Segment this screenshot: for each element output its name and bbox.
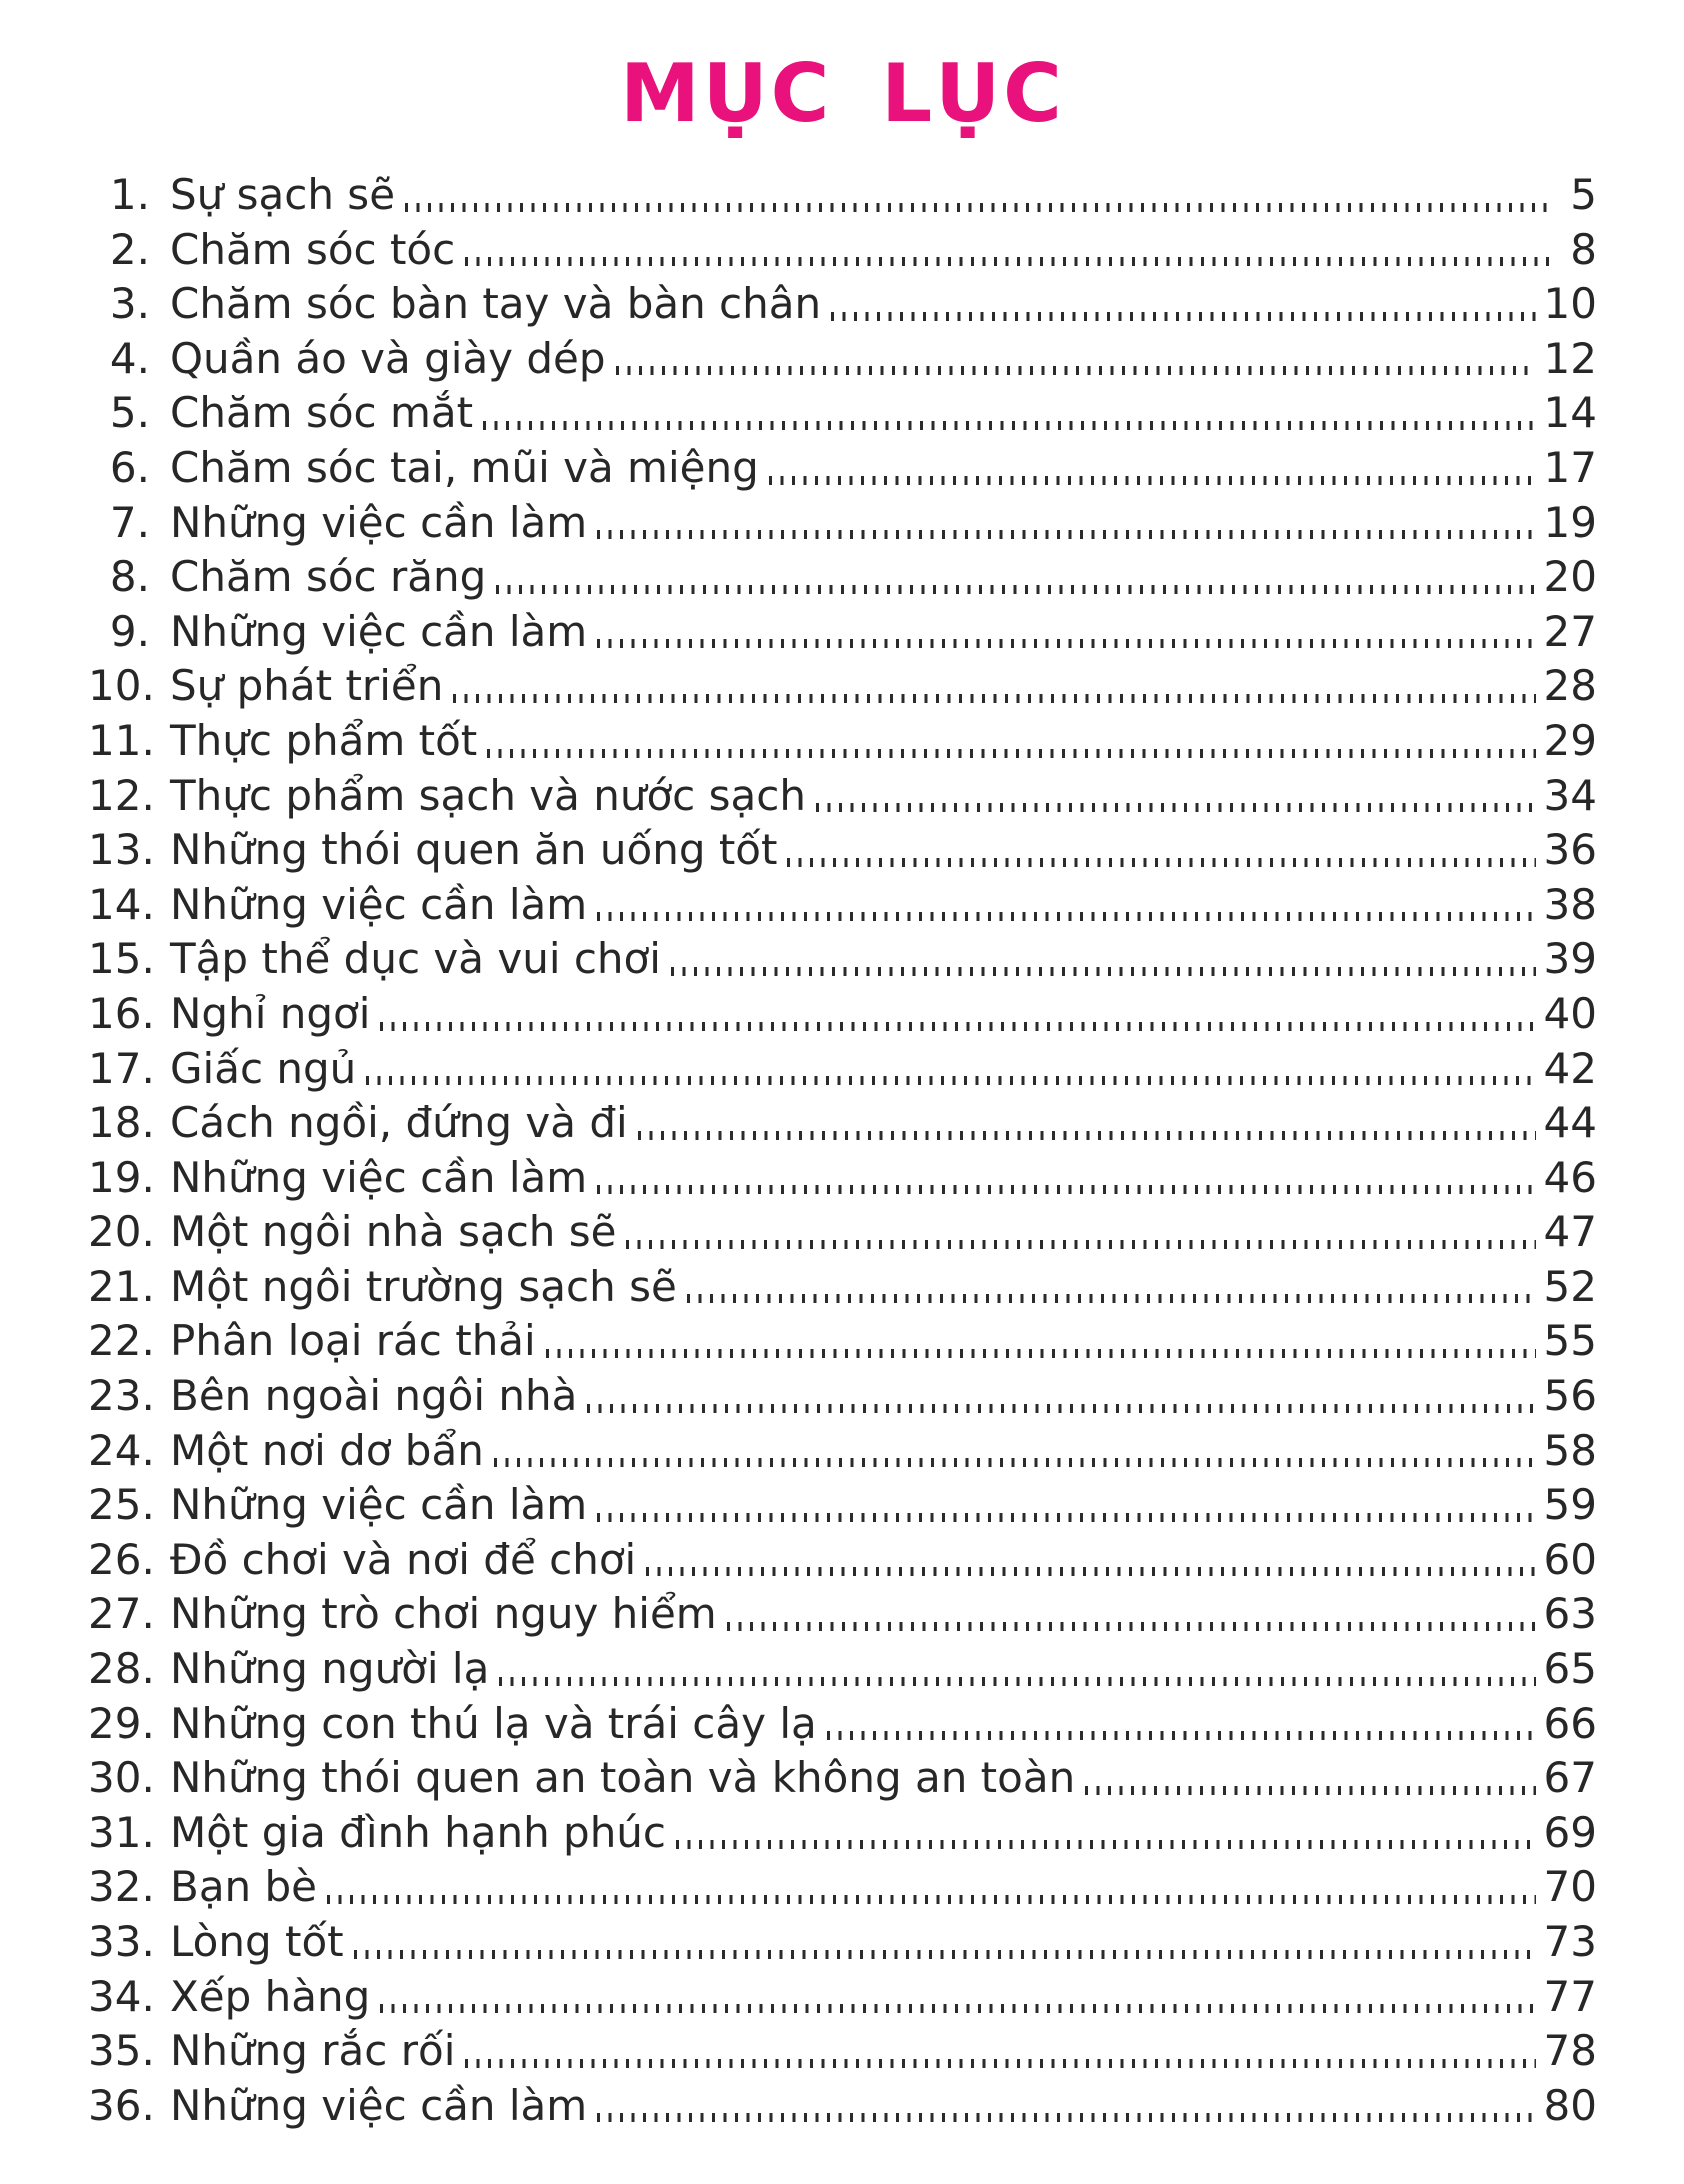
toc-entry-title: Chăm sóc tai, mũi và miệng <box>170 442 759 492</box>
dot-leader <box>727 1622 1536 1631</box>
dot-leader <box>499 1677 1535 1686</box>
toc-entry <box>88 1642 1597 1697</box>
toc-entry-page: 70 <box>1543 1862 1597 1912</box>
toc-entry-title: Những việc cần làm <box>170 879 588 929</box>
toc-entry-number: 18. <box>88 1098 155 1148</box>
toc-entry-title: Sự phát triển <box>170 661 444 711</box>
dot-leader <box>327 1895 1536 1904</box>
toc-entry-number: 5. <box>109 388 150 438</box>
dot-leader <box>687 1294 1536 1303</box>
toc-entry-page: 56 <box>1543 1371 1597 1421</box>
toc-entry-number: 14. <box>88 879 155 929</box>
toc-entry-number: 33. <box>88 1917 155 1966</box>
toc-entry-title: Lòng tốt <box>170 1917 344 1966</box>
toc-entry-number: 27. <box>88 1589 155 1639</box>
toc-entry-page: 10 <box>1543 279 1597 329</box>
toc-entry-number: 22. <box>88 1316 155 1366</box>
toc-entry-page: 34 <box>1543 770 1597 820</box>
toc-entry-page: 40 <box>1543 988 1597 1038</box>
toc-entry-number: 24. <box>88 1425 155 1475</box>
toc-entry-page: 58 <box>1543 1425 1597 1475</box>
toc-entry <box>88 1533 1597 1588</box>
toc-entry-number: 32. <box>88 1862 155 1912</box>
toc-entry-title: Tập thể dục và vui chơi <box>170 934 661 984</box>
toc-entry-title: Bạn bè <box>170 1862 318 1912</box>
toc-entry <box>88 386 1597 441</box>
toc-entry-number: 25. <box>88 1480 155 1530</box>
toc-entry <box>88 168 1597 223</box>
toc-entry-page: 17 <box>1543 442 1597 492</box>
dot-leader <box>597 639 1535 648</box>
dot-leader <box>366 1076 1535 1085</box>
toc-entry-page: 65 <box>1543 1644 1597 1694</box>
toc-entry-number: 26. <box>88 1534 155 1584</box>
dot-leader <box>487 749 1535 758</box>
toc-entry <box>88 332 1597 387</box>
toc-entry <box>88 1314 1597 1369</box>
toc-entry <box>88 223 1597 278</box>
dot-leader <box>380 2004 1535 2013</box>
toc-entry-page: 5 <box>1570 170 1597 219</box>
toc-entry <box>88 2024 1597 2079</box>
toc-entry-title: Chăm sóc mắt <box>170 388 474 438</box>
dot-leader <box>626 1240 1535 1249</box>
dot-leader <box>671 967 1536 976</box>
toc-entry-number: 34. <box>88 1971 155 2021</box>
dot-leader <box>1085 1786 1535 1795</box>
toc-entry-number: 8. <box>109 552 150 602</box>
toc-entry-number: 12. <box>88 770 155 820</box>
toc-entry-title: Sự sạch sẽ <box>170 170 396 219</box>
toc-entry <box>88 1042 1597 1097</box>
toc-entry-title: Nghỉ ngơi <box>170 988 371 1038</box>
toc-entry-number: 13. <box>88 825 155 875</box>
dot-leader <box>597 912 1535 921</box>
toc-entry-title: Những việc cần làm <box>170 2080 588 2130</box>
dot-leader <box>354 1950 1536 1959</box>
toc-entry <box>88 1697 1597 1752</box>
toc-entry-number: 17. <box>88 1043 155 1093</box>
dot-leader <box>787 858 1535 867</box>
toc-entry-page: 69 <box>1543 1807 1597 1857</box>
toc-entry <box>88 1806 1597 1861</box>
toc-entry-page: 38 <box>1543 879 1597 929</box>
toc-entry <box>88 659 1597 714</box>
toc-entry-page: 78 <box>1543 2026 1597 2076</box>
dot-leader <box>483 421 1535 430</box>
toc-entry-page: 19 <box>1543 497 1597 547</box>
toc-entry-title: Những việc cần làm <box>170 497 588 547</box>
toc-entry-page: 14 <box>1543 388 1597 438</box>
dot-leader <box>465 2059 1535 2068</box>
toc-entry-page: 77 <box>1543 1971 1597 2021</box>
toc-entry-title: Đồ chơi và nơi để chơi <box>170 1534 637 1584</box>
toc-entry-page: 55 <box>1543 1316 1597 1366</box>
toc-entry-page: 29 <box>1543 715 1597 765</box>
toc-entry <box>88 1369 1597 1424</box>
toc-entry <box>88 277 1597 332</box>
toc-entry-number: 36. <box>88 2080 155 2130</box>
toc-entry-page: 39 <box>1543 934 1597 984</box>
toc-entry-title: Những rắc rối <box>170 2026 456 2076</box>
toc-list <box>88 168 1597 2133</box>
toc-entry-title: Chăm sóc răng <box>170 552 487 602</box>
toc-entry <box>88 1478 1597 1533</box>
dot-leader <box>380 1022 1535 1031</box>
toc-entry-number: 21. <box>88 1261 155 1311</box>
dot-leader <box>597 2113 1535 2122</box>
dot-leader <box>831 312 1535 321</box>
toc-entry <box>88 605 1597 660</box>
toc-entry-page: 27 <box>1543 606 1597 656</box>
dot-leader <box>676 1840 1536 1849</box>
toc-entry <box>88 987 1597 1042</box>
toc-entry-number: 30. <box>88 1753 155 1803</box>
toc-entry-number: 11. <box>88 715 155 765</box>
dot-leader <box>616 366 1536 375</box>
toc-entry-title: Những thói quen ăn uống tốt <box>170 825 778 875</box>
page-title: MỤC LỤC <box>620 47 1065 140</box>
toc-entry-title: Những trò chơi nguy hiểm <box>170 1589 717 1639</box>
toc-entry-page: 59 <box>1543 1480 1597 1530</box>
toc-entry-page: 8 <box>1570 224 1597 274</box>
toc-entry-number: 23. <box>88 1371 155 1421</box>
dot-leader <box>827 1731 1536 1740</box>
toc-entry-title: Những việc cần làm <box>170 1480 588 1530</box>
dot-leader <box>816 803 1536 812</box>
toc-entry-title: Cách ngồi, đứng và đi <box>170 1098 628 1148</box>
toc-entry-title: Thực phẩm tốt <box>170 715 478 765</box>
toc-entry-title: Một ngôi nhà sạch sẽ <box>170 1207 617 1257</box>
toc-entry-title: Những việc cần làm <box>170 606 588 656</box>
toc-entry-page: 36 <box>1543 825 1597 875</box>
dot-leader <box>546 1349 1536 1358</box>
toc-entry-page: 80 <box>1543 2080 1597 2130</box>
dot-leader <box>638 1131 1536 1140</box>
dot-leader <box>453 694 1535 703</box>
toc-entry-page: 52 <box>1543 1261 1597 1311</box>
toc-entry <box>88 1260 1597 1315</box>
toc-entry-title: Chăm sóc bàn tay và bàn chân <box>170 279 822 329</box>
toc-entry-page: 63 <box>1543 1589 1597 1639</box>
toc-entry-title: Phân loại rác thải <box>170 1316 536 1366</box>
dot-leader <box>587 1404 1535 1413</box>
toc-entry <box>88 1096 1597 1151</box>
toc-entry-page: 44 <box>1543 1098 1597 1148</box>
toc-entry-number: 10. <box>88 661 155 711</box>
toc-entry-title: Những việc cần làm <box>170 1152 588 1202</box>
toc-entry <box>88 496 1597 551</box>
toc-entry <box>88 1751 1597 1806</box>
dot-leader <box>597 530 1535 539</box>
dot-leader <box>496 585 1535 594</box>
toc-entry <box>88 550 1597 605</box>
toc-entry-page: 60 <box>1543 1534 1597 1584</box>
toc-entry-title: Giấc ngủ <box>170 1043 357 1093</box>
toc-entry <box>88 714 1597 769</box>
toc-entry-page: 66 <box>1543 1698 1597 1748</box>
toc-entry-number: 3. <box>109 279 150 329</box>
toc-entry-page: 28 <box>1543 661 1597 711</box>
toc-entry-page: 47 <box>1543 1207 1597 1257</box>
toc-entry-number: 1. <box>109 170 150 219</box>
toc-entry-title: Quần áo và giày dép <box>170 333 606 383</box>
dot-leader <box>597 1513 1535 1522</box>
toc-entry-number: 20. <box>88 1207 155 1257</box>
toc-entry-title: Xếp hàng <box>170 1971 371 2021</box>
toc-entry-title: Một nơi dơ bẩn <box>170 1425 484 1475</box>
toc-entry <box>88 1205 1597 1260</box>
toc-entry-title: Những thói quen an toàn và không an toàn <box>170 1753 1076 1803</box>
toc-entry-page: 12 <box>1543 333 1597 383</box>
dot-leader <box>465 257 1549 266</box>
toc-entry-number: 7. <box>109 497 150 547</box>
toc-entry-number: 16. <box>88 988 155 1038</box>
toc-entry-title: Một gia đình hạnh phúc <box>170 1807 667 1857</box>
toc-entry <box>88 932 1597 987</box>
toc-entry-number: 2. <box>109 224 150 274</box>
toc-entry-number: 31. <box>88 1807 155 1857</box>
toc-entry-title: Chăm sóc tóc <box>170 224 456 274</box>
toc-entry <box>88 1151 1597 1206</box>
toc-entry-number: 35. <box>88 2026 155 2076</box>
toc-entry <box>88 823 1597 878</box>
dot-leader <box>597 1185 1535 1194</box>
toc-entry <box>88 441 1597 496</box>
toc-entry-page: 42 <box>1543 1043 1597 1093</box>
dot-leader <box>405 203 1549 212</box>
toc-entry <box>88 1587 1597 1642</box>
toc-entry-number: 19. <box>88 1152 155 1202</box>
toc-entry-page: 20 <box>1543 552 1597 602</box>
toc-entry-title: Thực phẩm sạch và nước sạch <box>170 770 806 820</box>
dot-leader <box>769 476 1536 485</box>
toc-entry-number: 15. <box>88 934 155 984</box>
dot-leader <box>646 1567 1535 1576</box>
toc-entry <box>88 769 1597 824</box>
toc-entry-title: Bên ngoài ngôi nhà <box>170 1371 578 1421</box>
toc-entry-number: 28. <box>88 1644 155 1694</box>
toc-entry <box>88 1424 1597 1479</box>
toc-entry <box>88 1860 1597 1915</box>
toc-entry-number: 6. <box>109 442 150 492</box>
toc-entry-page: 46 <box>1543 1152 1597 1202</box>
toc-entry-title: Những người lạ <box>170 1644 490 1694</box>
toc-entry <box>88 2079 1597 2134</box>
toc-entry-number: 29. <box>88 1698 155 1748</box>
toc-entry <box>88 1915 1597 1970</box>
toc-entry-title: Một ngôi trường sạch sẽ <box>170 1261 677 1311</box>
toc-entry <box>88 878 1597 933</box>
toc-entry-page: 67 <box>1543 1753 1597 1803</box>
dot-leader <box>494 1458 1536 1467</box>
toc-entry <box>88 1970 1597 2025</box>
toc-entry-number: 4. <box>109 333 150 383</box>
toc-entry-page: 73 <box>1543 1917 1597 1966</box>
toc-entry-number: 9. <box>109 606 150 656</box>
toc-entry-title: Những con thú lạ và trái cây lạ <box>170 1698 817 1748</box>
